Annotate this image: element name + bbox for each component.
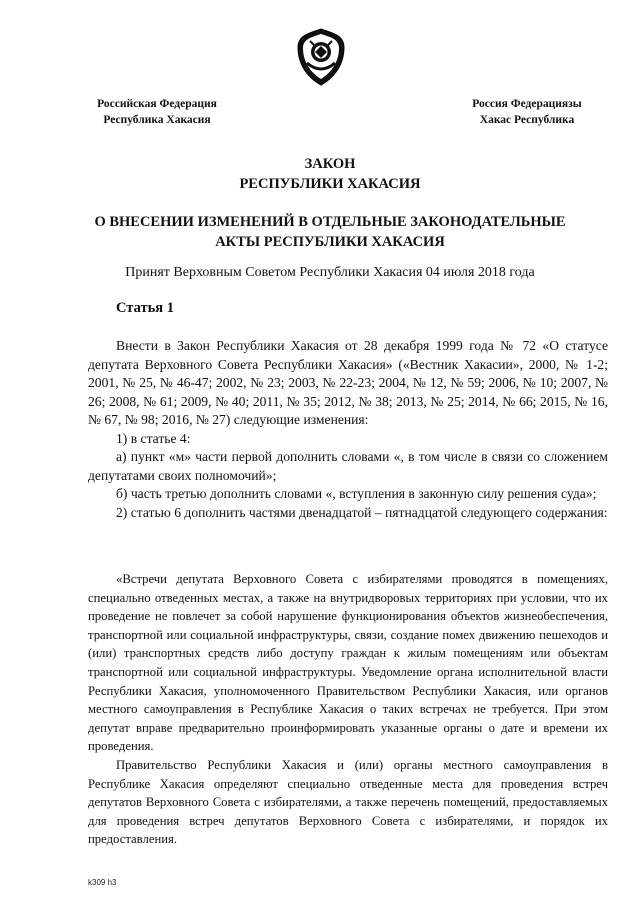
article-paragraph: 2) статью 6 дополнить частями двенадцатой – пятнадцатой следующего содержания: <box>116 504 608 520</box>
doc-subject-line2: АКТЫ РЕСПУБЛИКИ ХАКАСИЯ <box>215 234 445 250</box>
article-body <box>88 337 608 522</box>
doc-subject-line1: О ВНЕСЕНИИ ИЗМЕНЕНИЙ В ОТДЕЛЬНЫЕ ЗАКОНОДАТЕЛЬНЫЕ <box>94 214 566 230</box>
header-left-republic: Республика Хакасия <box>103 114 211 126</box>
header-left <box>82 96 232 128</box>
footer-code: k309 h3 <box>88 878 117 887</box>
article-paragraph: б) часть третью дополнить словами «, вступления в законную силу решения суда»; <box>116 486 597 501</box>
doc-type-title: ЗАКОН <box>304 156 356 172</box>
quoted-paragraph: «Встречи депутата Верховного Совета с избирателями проводятся в помещениях, специально отведенных местах, а также на внутридворовых территориях при условии, что их проведение не повлечет за собой нарушение функционирования объектов жизнеобеспечения, транспортной или социальной инфраструктуры, связи, создание помех движению пешеходов и (или) транспортных средств либо доступу граждан к жилым помещениям или объектам транспортной или социальной инфраструктуры. Уведомление органа исполнительной власти Республики Хакасия, уполномоченного Правительством Республики Хакасия, или органов местного самоуправления в Республике Хакасия о таких встречах не требуется. При этом депутат вправе предварительно проинформировать указанные органы о дате и времени их проведения. <box>88 572 608 754</box>
article-heading: Статья 1 <box>116 300 174 316</box>
coat-of-arms-icon <box>294 27 348 87</box>
doc-issuer-title: РЕСПУБЛИКИ ХАКАСИЯ <box>239 176 421 192</box>
header-right <box>452 96 602 128</box>
adoption-note: Принят Верховным Советом Республики Хакасия 04 июля 2018 года <box>125 265 535 280</box>
quoted-text <box>88 570 608 849</box>
article-paragraph: 1) в статье 4: <box>116 430 191 446</box>
article-paragraph: а) пункт «м» части первой дополнить словами «, в том числе в связи со сложением депутатами своих полномочий»; <box>88 449 608 483</box>
header-right-republic: Хакас Республика <box>479 114 575 126</box>
header-left-country: Российская Федерация <box>97 98 217 110</box>
article-paragraph: Внести в Закон Республики Хакасия от 28 декабря 1999 года № 72 «О статусе депутата Верховного Совета Республики Хакасия» («Вестник Хакасии», 2000, № 1-2; 2001, № 25, № 46-47; 2002, № 23; 2003, № 22-23; 2004, № 12, № 59; 2006, № 10; 2007, № 26; 2008, № 61; 2009, № 40; 2011, № 35; 2012, № 38; 2013, № 25; 2014, № 66; 2015, № 16, № 67, № 98; 2016, № 27) следующие изменения: <box>88 338 608 427</box>
header-right-country: Россия Федерациязы <box>472 98 582 110</box>
quoted-paragraph: Правительство Республики Хакасия и (или) органы местного самоуправления в Республике Хакасия определяют специально отведенные места для проведения встреч депутатов Верховного Совета с избирателями, а также перечень помещений, предоставляемых для проведения встреч депутатов Верховного Совета с избирателями, и порядок их предоставления. <box>88 757 608 847</box>
